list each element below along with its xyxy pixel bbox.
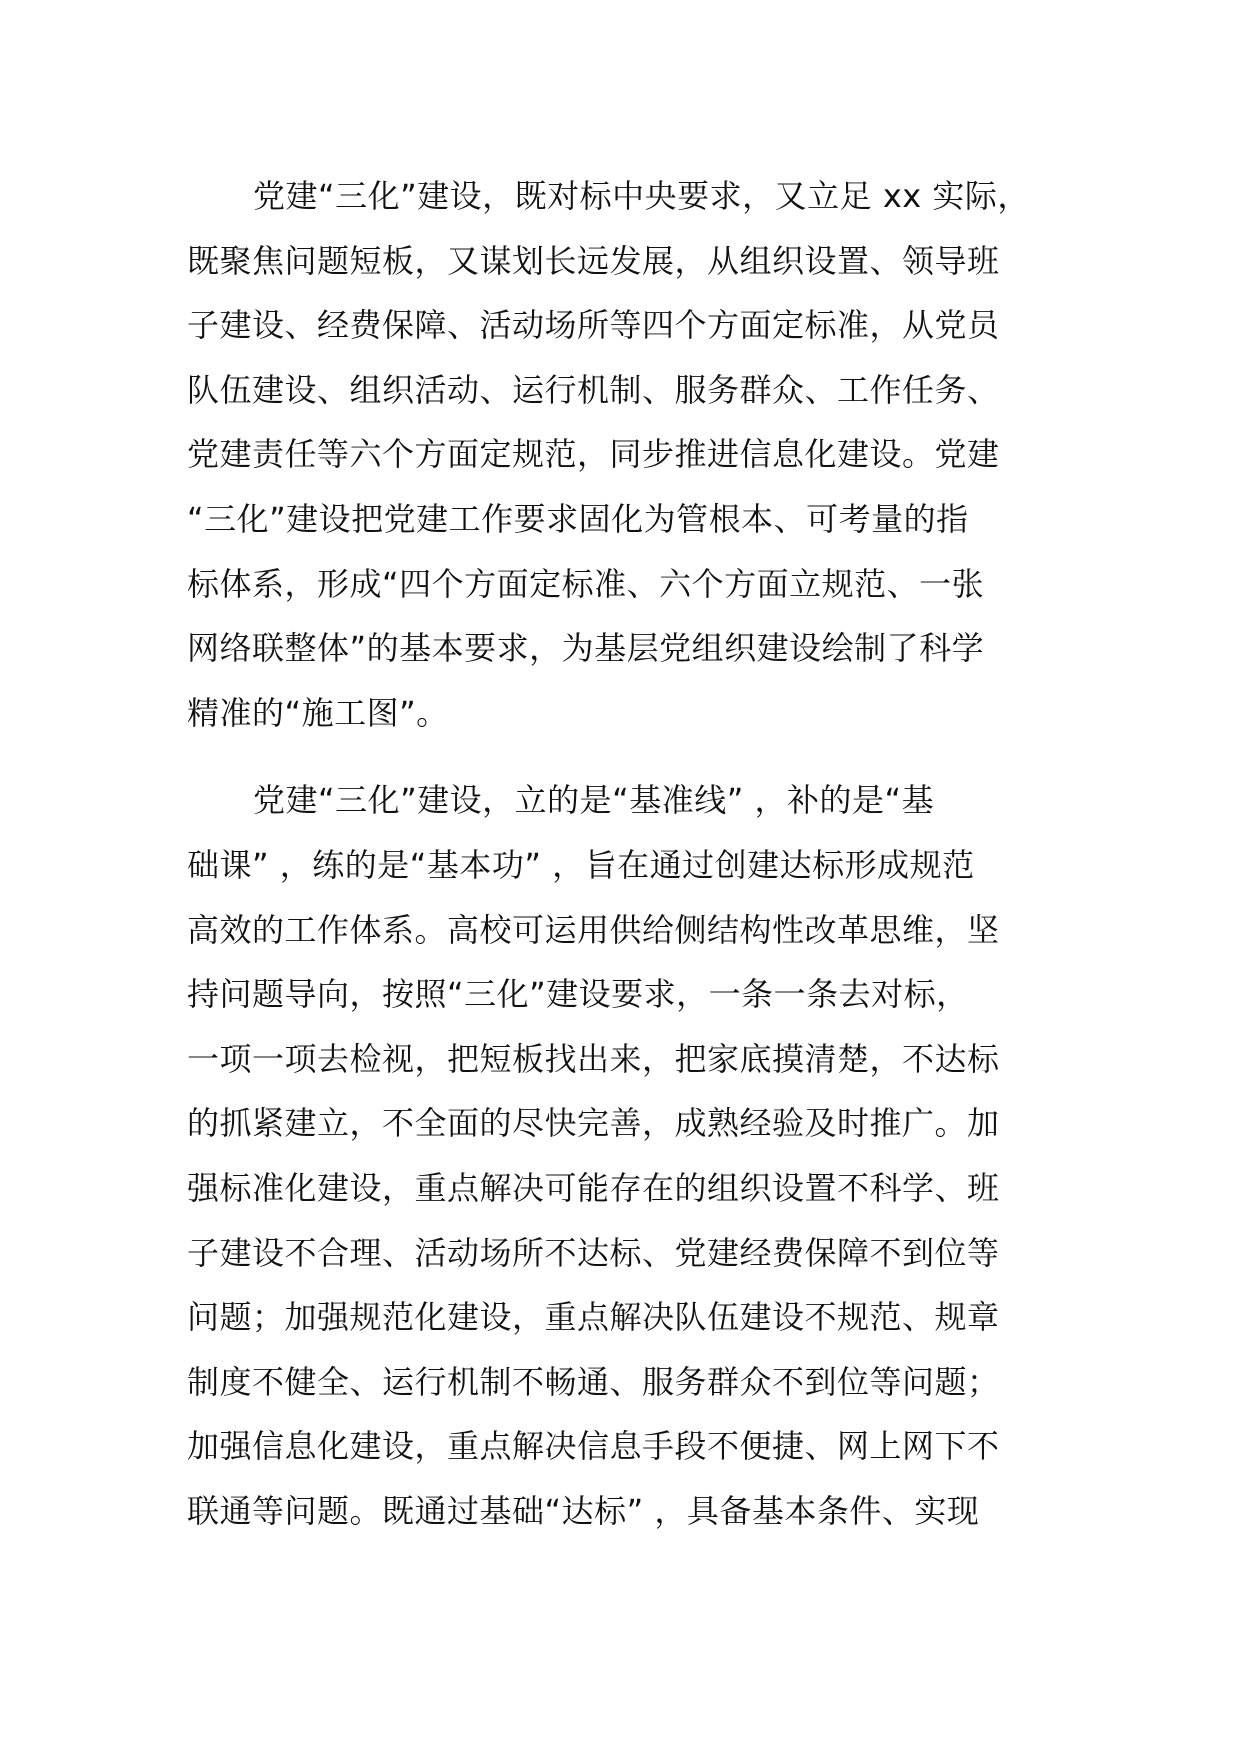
paragraph-line: 党建“三化”建设，立的是“基准线” ，补的是“基: [253, 781, 935, 820]
paragraph-line: 网络联整体”的基本要求，为基层党组织建设绘制了科学: [187, 629, 985, 668]
paragraph-line: 制度不健全、运行机制不畅通、服务群众不到位等问题；: [187, 1362, 1000, 1401]
document-body: [187, 164, 1063, 1543]
paragraph-line: 党建责任等六个方面定规范，同步推进信息化建设。党建: [187, 435, 1000, 474]
paragraph-line: 加强信息化建设，重点解决信息手段不便捷、网上网下不: [187, 1427, 1000, 1466]
paragraph-line: 既聚焦问题短板，又谋划长远发展，从组织设置、领导班: [187, 241, 1000, 280]
paragraph-line: 党建“三化”建设，既对标中央要求，又立足 xx 实际，: [253, 177, 1030, 215]
paragraph-spacer: [187, 745, 1063, 768]
paragraph-line: 标体系，形成“四个方面定标准、六个方面立规范、一张: [187, 564, 985, 603]
paragraph-line: 子建设、经费保障、活动场所等四个方面定标准，从党员: [187, 306, 1000, 345]
paragraph-2: [187, 768, 1063, 1543]
paragraph-line: 联通等问题。既通过基础“达标” ，具备基本条件、实现: [187, 1491, 980, 1530]
paragraph-line: “三化”建设把党建工作要求固化为管根本、可考量的指: [187, 499, 969, 538]
paragraph-line: 础课” ，练的是“基本功” ，旨在通过创建达标形成规范: [187, 845, 975, 884]
paragraph-1: [187, 164, 1063, 745]
paragraph-line: 精准的“施工图”。: [187, 693, 449, 732]
paragraph-line: 队伍建设、组织活动、运行机制、服务群众、工作任务、: [187, 370, 1000, 409]
paragraph-line: 高效的工作体系。高校可运用供给侧结构性改革思维，坚: [187, 910, 1000, 949]
paragraph-line: 的抓紧建立，不全面的尽快完善，成熟经验及时推广。加: [187, 1104, 1000, 1143]
paragraph-line: 一项一项去检视，把短板找出来，把家底摸清楚，不达标: [187, 1039, 1000, 1078]
paragraph-line: 持问题导向，按照“三化”建设要求，一条一条去对标，: [187, 975, 969, 1014]
paragraph-line: 强标准化建设，重点解决可能存在的组织设置不科学、班: [187, 1168, 1000, 1207]
paragraph-line: 子建设不合理、活动场所不达标、党建经费保障不到位等: [187, 1233, 1000, 1272]
paragraph-line: 问题；加强规范化建设，重点解决队伍建设不规范、规章: [187, 1298, 1000, 1337]
